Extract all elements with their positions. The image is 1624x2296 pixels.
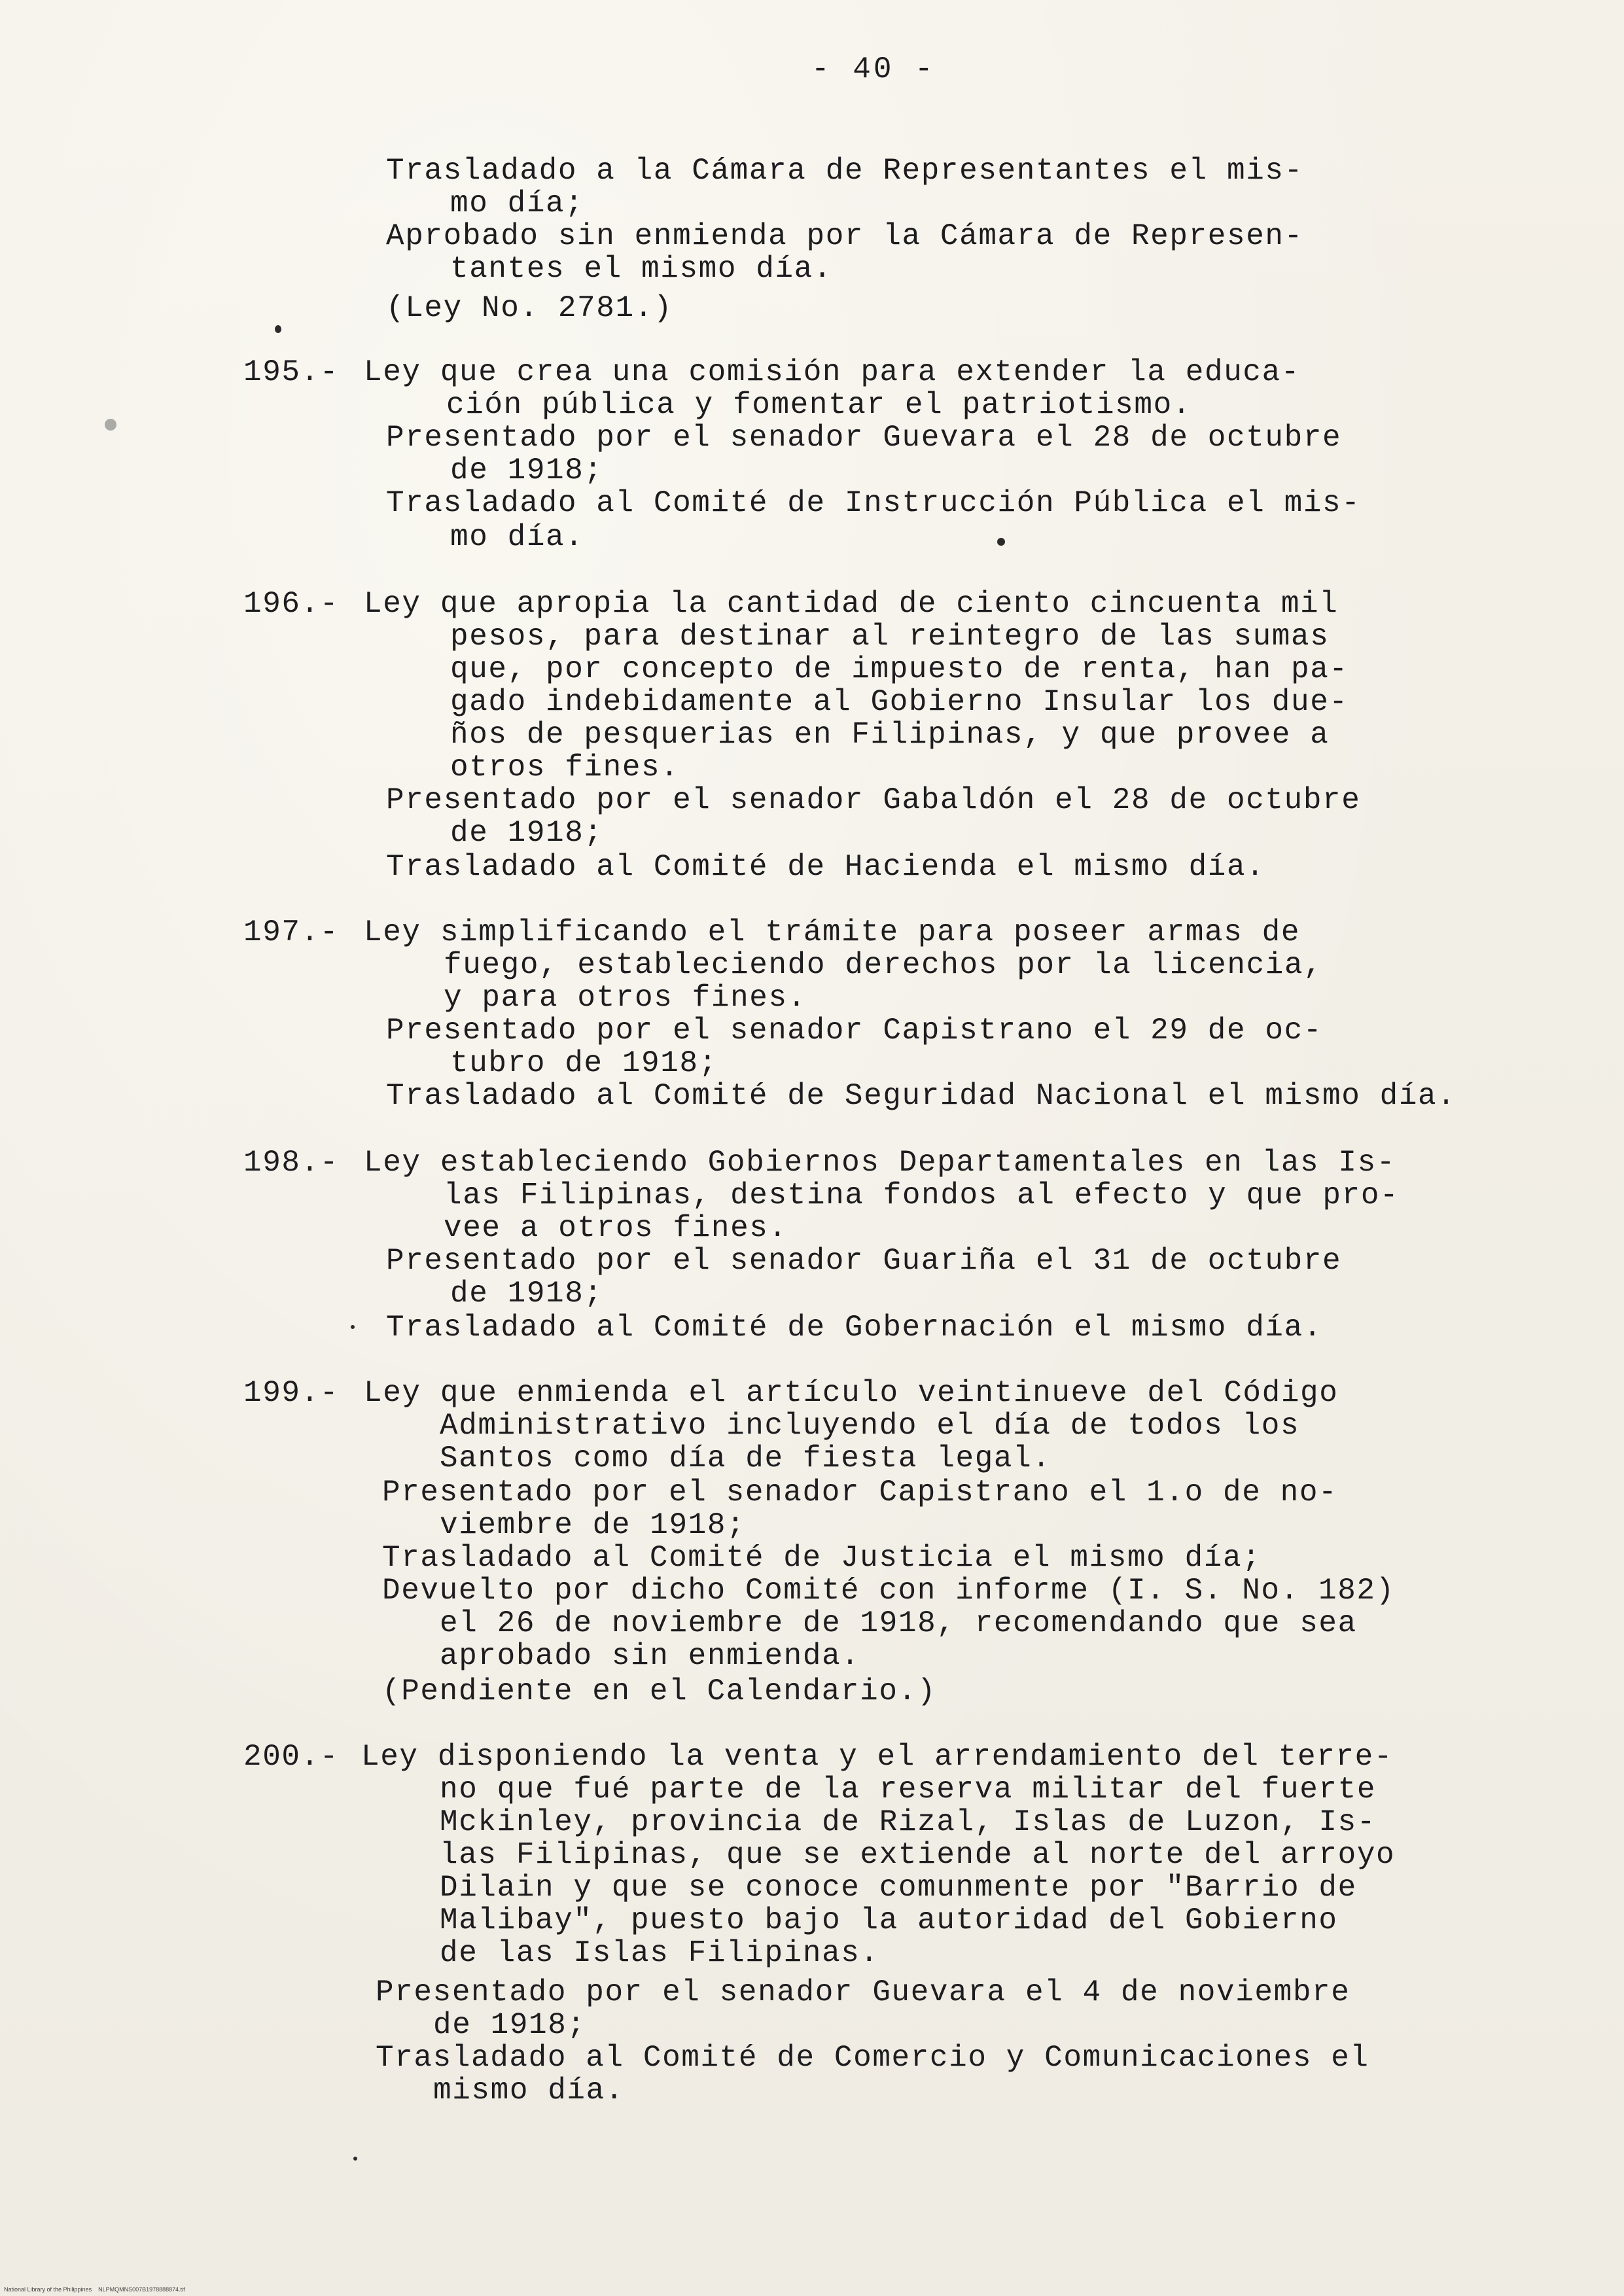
entry-number: 199.- bbox=[243, 1376, 340, 1410]
entry-title-line: vee a otros fines. bbox=[444, 1211, 788, 1245]
entry-presented-line: Presentado por el senador Guevara el 28 de octubre bbox=[386, 421, 1342, 455]
entry-presented-line: Presentado por el senador Capistrano el 29 de oc- bbox=[386, 1014, 1323, 1048]
entry-returned-line: aprobado sin enmienda. bbox=[440, 1639, 860, 1673]
entry-title-line: de las Islas Filipinas. bbox=[440, 1936, 879, 1970]
entry-number: 195.- bbox=[243, 355, 340, 389]
intro-line: (Ley No. 2781.) bbox=[386, 291, 673, 325]
paper-speck bbox=[353, 2157, 357, 2161]
entry-presented-line: Presentado por el senador Capistrano el 1.o de no- bbox=[382, 1475, 1338, 1510]
entry-title-line: Malibay", puesto bajo la autoridad del Gobierno bbox=[440, 1903, 1338, 1937]
entry-title-line: ños de pesquerias en Filipinas, y que provee a bbox=[450, 718, 1330, 752]
paper-speck bbox=[997, 538, 1005, 546]
entry-title-line: gado indebidamente al Gobierno Insular los due- bbox=[450, 685, 1349, 719]
entry-presented-line: viembre de 1918; bbox=[440, 1508, 746, 1542]
paper-speck bbox=[105, 419, 116, 431]
entry-title-line: Ley que crea una comisión para extender la educa- bbox=[364, 355, 1301, 389]
entry-presented-line: Presentado por el senador Guariña el 31 de octubre bbox=[386, 1244, 1342, 1278]
intro-line: tantes el mismo día. bbox=[450, 252, 833, 286]
archive-footer: National Library of the Philippines NLPMQMNS007B1978888874.tif bbox=[4, 2286, 185, 2293]
entry-referred-line: mo día. bbox=[450, 520, 584, 554]
entry-number: 197.- bbox=[243, 915, 340, 949]
entry-presented-line: tubro de 1918; bbox=[450, 1046, 718, 1080]
entry-referred-line: Trasladado al Comité de Instrucción Pública el mis- bbox=[386, 486, 1361, 520]
entry-title-line: otros fines. bbox=[450, 751, 680, 785]
page-number: - 40 - bbox=[811, 52, 936, 86]
entry-title-line: Ley estableciendo Gobiernos Departamentales en las Is- bbox=[364, 1146, 1396, 1180]
entry-presented-line: de 1918; bbox=[450, 1277, 603, 1311]
entry-referred-line: mismo día. bbox=[433, 2074, 625, 2108]
entry-title-line: las Filipinas, que se extiende al norte del arroyo bbox=[440, 1838, 1396, 1872]
entry-referred-line: Trasladado al Comité de Comercio y Comunicaciones el bbox=[376, 2041, 1369, 2075]
entry-presented-line: de 1918; bbox=[450, 816, 603, 850]
entry-title-line: que, por concepto de impuesto de renta, han pa- bbox=[450, 652, 1349, 686]
entry-presented-line: Presentado por el senador Gabaldón el 28 de octubre bbox=[386, 783, 1361, 817]
entry-number: 196.- bbox=[243, 587, 340, 621]
entry-referred-line: Trasladado al Comité de Gobernación el mismo día. bbox=[386, 1311, 1323, 1345]
paper-speck bbox=[351, 1325, 355, 1329]
entry-title-line: Santos como día de fiesta legal. bbox=[440, 1441, 1051, 1475]
entry-number: 200.- bbox=[243, 1740, 340, 1774]
entry-title-line: Ley simplificando el trámite para poseer armas de bbox=[364, 915, 1301, 949]
entry-title-line: pesos, para destinar al reintegro de las sumas bbox=[450, 620, 1330, 654]
entry-returned-line: Devuelto por dicho Comité con informe (I. S. No. 182) bbox=[382, 1574, 1395, 1608]
entry-number: 198.- bbox=[243, 1146, 340, 1180]
entry-title-line: Ley disponiendo la venta y el arrendamiento del terre- bbox=[361, 1740, 1394, 1774]
entry-title-line: las Filipinas, destina fondos al efecto y que pro- bbox=[444, 1178, 1400, 1212]
entry-title-line: Administrativo incluyendo el día de todos los bbox=[440, 1409, 1300, 1443]
entry-referred-line: Trasladado al Comité de Justicia el mismo día; bbox=[382, 1541, 1262, 1575]
entry-title-line: Ley que enmienda el artículo veintinueve del Código bbox=[364, 1376, 1339, 1410]
entry-title-line: y para otros fines. bbox=[444, 981, 807, 1015]
entry-presented-line: de 1918; bbox=[433, 2008, 586, 2042]
entry-returned-line: el 26 de noviembre de 1918, recomendando que sea bbox=[440, 1606, 1357, 1640]
entry-referred-line: Trasladado al Comité de Hacienda el mismo día. bbox=[386, 850, 1265, 884]
entry-title-line: fuego, estableciendo derechos por la licencia, bbox=[444, 948, 1323, 982]
entry-title-line: ción pública y fomentar el patriotismo. bbox=[446, 388, 1192, 422]
entry-title-line: Dilain y que se conoce comunmente por "Barrio de bbox=[440, 1871, 1357, 1905]
entry-title-line: Ley que apropia la cantidad de ciento cincuenta mil bbox=[364, 587, 1339, 621]
entry-status-line: (Pendiente en el Calendario.) bbox=[382, 1674, 936, 1708]
intro-line: Aprobado sin enmienda por la Cámara de Represen- bbox=[386, 219, 1303, 253]
entry-title-line: no que fué parte de la reserva militar del fuerte bbox=[440, 1773, 1377, 1807]
entry-presented-line: Presentado por el senador Guevara el 4 de noviembre bbox=[376, 1975, 1350, 2009]
entry-referred-line: Trasladado al Comité de Seguridad Nacional el mismo día. bbox=[386, 1079, 1456, 1113]
entry-presented-line: de 1918; bbox=[450, 453, 603, 487]
entry-title-line: Mckinley, provincia de Rizal, Islas de Luzon, Is- bbox=[440, 1805, 1377, 1839]
intro-line: mo día; bbox=[450, 186, 584, 221]
paper-speck bbox=[275, 325, 281, 333]
intro-line: Trasladado a la Cámara de Representantes el mis- bbox=[386, 154, 1303, 188]
